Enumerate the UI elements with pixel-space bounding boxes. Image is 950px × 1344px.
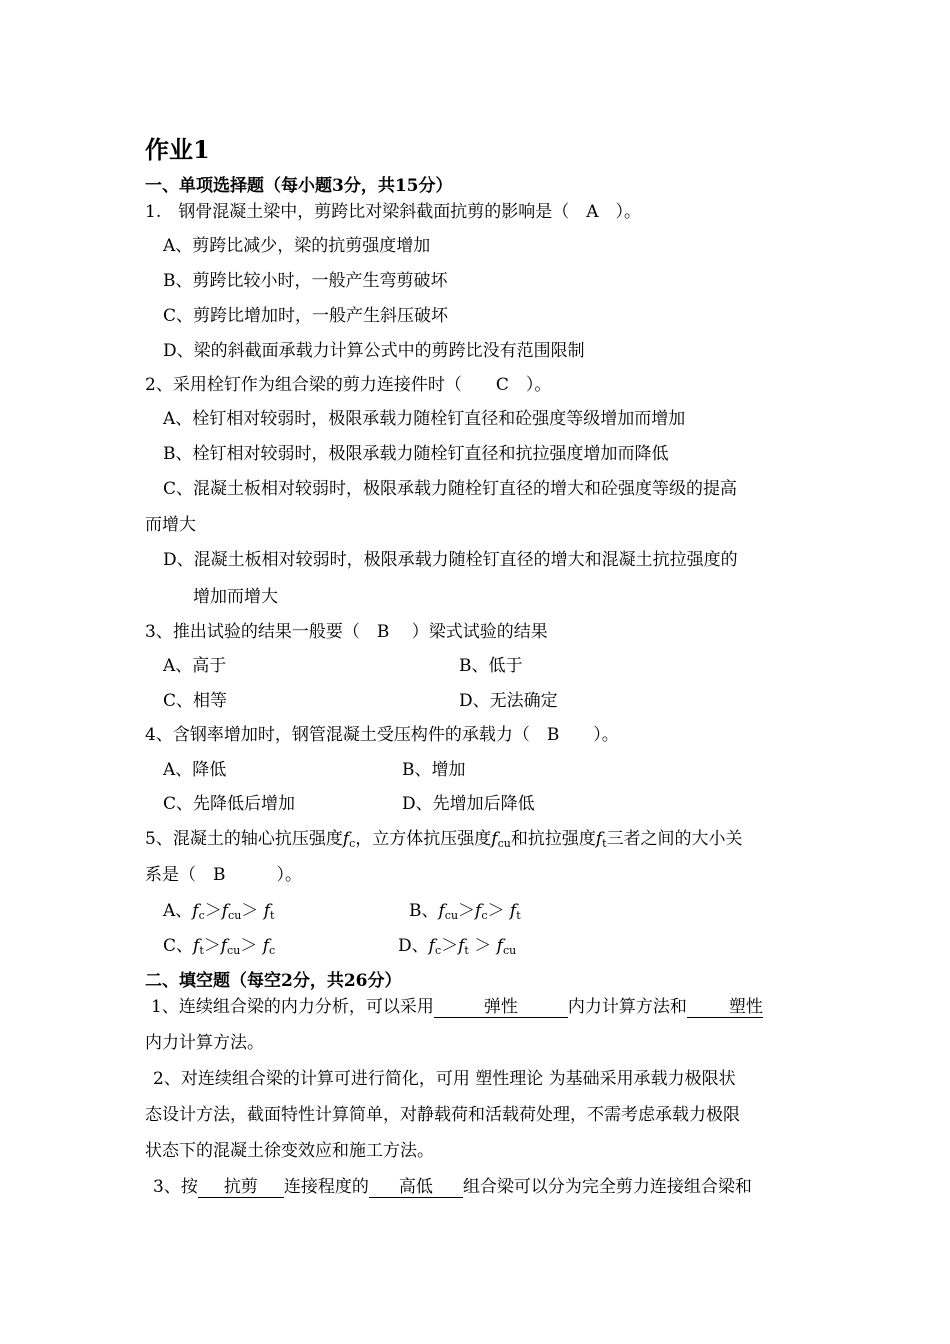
question-text: 组合梁可以分为完全剪力连接组合梁和 bbox=[462, 1177, 752, 1197]
question-4-option-c: C、先降低后增加 bbox=[163, 794, 296, 814]
question-2-option-d-line2: 增加而增大 bbox=[193, 587, 278, 607]
stem-text: 和抗拉强度 bbox=[510, 829, 596, 849]
option-label: D、 bbox=[398, 936, 429, 956]
subscript-c: c bbox=[481, 909, 488, 922]
answer-blank: 高低 bbox=[369, 1177, 463, 1198]
symbol-f: f bbox=[263, 901, 270, 921]
question-3-option-d: D、无法确定 bbox=[459, 691, 558, 711]
subscript-c: c bbox=[198, 909, 205, 922]
answer-blank: 弹性 bbox=[434, 997, 568, 1018]
question-4-option-a: A、降低 bbox=[163, 760, 227, 780]
subscript-cu: cu bbox=[497, 837, 511, 850]
subscript-t: t bbox=[516, 909, 521, 922]
question-1-option-d: D、梁的斜截面承载力计算公式中的剪跨比没有范围限制 bbox=[163, 341, 585, 361]
symbol-f: f bbox=[221, 901, 229, 921]
question-4-option-d: D、先增加后降低 bbox=[402, 794, 535, 814]
option-label: C、 bbox=[163, 936, 194, 956]
question-4-option-b: B、增加 bbox=[402, 760, 466, 780]
subscript-cu: cu bbox=[444, 909, 459, 922]
subscript-t: t bbox=[199, 944, 204, 957]
answer-blank: 塑性 bbox=[687, 997, 763, 1018]
question-5-stem-line1 bbox=[145, 828, 743, 855]
option-label: B、 bbox=[409, 901, 439, 921]
symbol-f: f bbox=[193, 936, 200, 956]
question-2-option-d-line1: D、混凝土板相对较弱时，极限承载力随栓钉直径的增大和混凝土抗拉强度的 bbox=[163, 550, 738, 570]
question-1-option-b: B、剪跨比较小时，一般产生弯剪破坏 bbox=[163, 271, 448, 291]
question-text: 连接程度的 bbox=[283, 1177, 369, 1197]
greater-than: ＞ bbox=[468, 936, 497, 956]
question-3-option-a: A、高于 bbox=[163, 656, 227, 676]
question-2-stem: 2、采用栓钉作为组合梁的剪力连接件时（ C ）。 bbox=[145, 375, 552, 395]
subscript-c: c bbox=[434, 944, 442, 957]
question-3-stem: 3、推出试验的结果一般要（ B ）梁式试验的结果 bbox=[145, 622, 548, 642]
fill-question-2-line1: 2、对连续组合梁的计算可进行简化，可用 塑性理论 为基础采用承载力极限状 bbox=[153, 1069, 736, 1089]
option-label: A、 bbox=[163, 901, 193, 921]
subscript-c: c bbox=[349, 837, 356, 850]
fill-question-2-line3: 状态下的混凝土徐变效应和施工方法。 bbox=[145, 1141, 434, 1161]
fill-question-2-line2: 态设计方法，截面特性计算简单，对静载荷和活载荷处理，不需考虑承载力极限 bbox=[145, 1105, 740, 1125]
symbol-f: f bbox=[458, 936, 465, 956]
fill-question-1-line1 bbox=[151, 996, 763, 1018]
greater-than: ＞ bbox=[487, 901, 510, 921]
question-2-option-c-line1: C、混凝土板相对较弱时，极限承载力随栓钉直径的增大和砼强度等级的提高 bbox=[163, 479, 738, 499]
subscript-cu: cu bbox=[502, 944, 517, 957]
fill-question-1-line2: 内力计算方法。 bbox=[145, 1033, 264, 1053]
question-2-option-a: A、栓钉相对较弱时，极限承载力随栓钉直径和砼强度等级增加而增加 bbox=[163, 409, 686, 429]
fill-question-3-line1 bbox=[153, 1176, 752, 1198]
question-1-option-a: A、剪跨比减少，梁的抗剪强度增加 bbox=[163, 236, 431, 256]
section-heading-fill-blank: 二、填空题（每空2分，共26分） bbox=[145, 971, 402, 991]
symbol-f: f bbox=[428, 936, 435, 956]
symbol-f: f bbox=[475, 901, 482, 921]
subscript-c: c bbox=[268, 944, 276, 957]
question-text: 1、连续组合梁的内力分析，可以采用 bbox=[151, 997, 434, 1017]
question-5-option-a bbox=[163, 900, 274, 927]
question-4-stem: 4、含钢率增加时，钢管混凝土受压构件的承载力（ B ）。 bbox=[145, 725, 619, 745]
question-5-option-b bbox=[409, 900, 521, 927]
stem-text: 三者之间的大小关 bbox=[606, 829, 743, 849]
page-title: 作业1 bbox=[145, 135, 210, 164]
question-2-option-c-line2: 而增大 bbox=[145, 515, 196, 535]
symbol-f: f bbox=[220, 936, 228, 956]
symbol-f: f bbox=[496, 936, 503, 956]
greater-than: ＞ bbox=[441, 936, 459, 956]
stem-text: ，立方体抗压强度 bbox=[355, 829, 492, 849]
greater-than: ＞ bbox=[241, 901, 264, 921]
symbol-f: f bbox=[491, 829, 498, 849]
stem-text: 5、混凝土的轴心抗压强度 bbox=[145, 829, 343, 849]
greater-than: ＞ bbox=[240, 936, 263, 956]
answer-blank: 抗剪 bbox=[198, 1177, 284, 1198]
subscript-cu: cu bbox=[227, 944, 241, 957]
question-3-option-b: B、低于 bbox=[459, 656, 523, 676]
subscript-t: t bbox=[602, 837, 607, 850]
subscript-t: t bbox=[270, 909, 275, 922]
question-1-stem: 1. 钢骨混凝土梁中，剪跨比对梁斜截面抗剪的影响是（ A ）。 bbox=[145, 202, 641, 222]
greater-than: ＞ bbox=[203, 936, 221, 956]
question-2-option-b: B、栓钉相对较弱时，极限承载力随栓钉直径和抗拉强度增加而降低 bbox=[163, 444, 669, 464]
question-1-option-c: C、剪跨比增加时，一般产生斜压破坏 bbox=[163, 306, 449, 326]
symbol-f: f bbox=[192, 901, 199, 921]
section-heading-choice: 一、单项选择题（每小题3分，共15分） bbox=[145, 176, 453, 196]
symbol-f: f bbox=[342, 829, 350, 849]
greater-than: ＞ bbox=[204, 901, 222, 921]
greater-than: ＞ bbox=[458, 901, 476, 921]
question-5-option-d bbox=[398, 935, 516, 962]
question-text: 内力计算方法和 bbox=[567, 997, 687, 1017]
question-text: 3、按 bbox=[153, 1177, 198, 1197]
symbol-f: f bbox=[262, 936, 269, 956]
symbol-f: f bbox=[438, 901, 445, 921]
symbol-f: f bbox=[595, 829, 603, 849]
subscript-cu: cu bbox=[228, 909, 242, 922]
question-5-option-c bbox=[163, 935, 275, 962]
question-5-stem-line2: 系是（ B ）。 bbox=[145, 865, 302, 885]
question-3-option-c: C、相等 bbox=[163, 691, 228, 711]
symbol-f: f bbox=[509, 901, 517, 921]
subscript-t: t bbox=[464, 944, 469, 957]
